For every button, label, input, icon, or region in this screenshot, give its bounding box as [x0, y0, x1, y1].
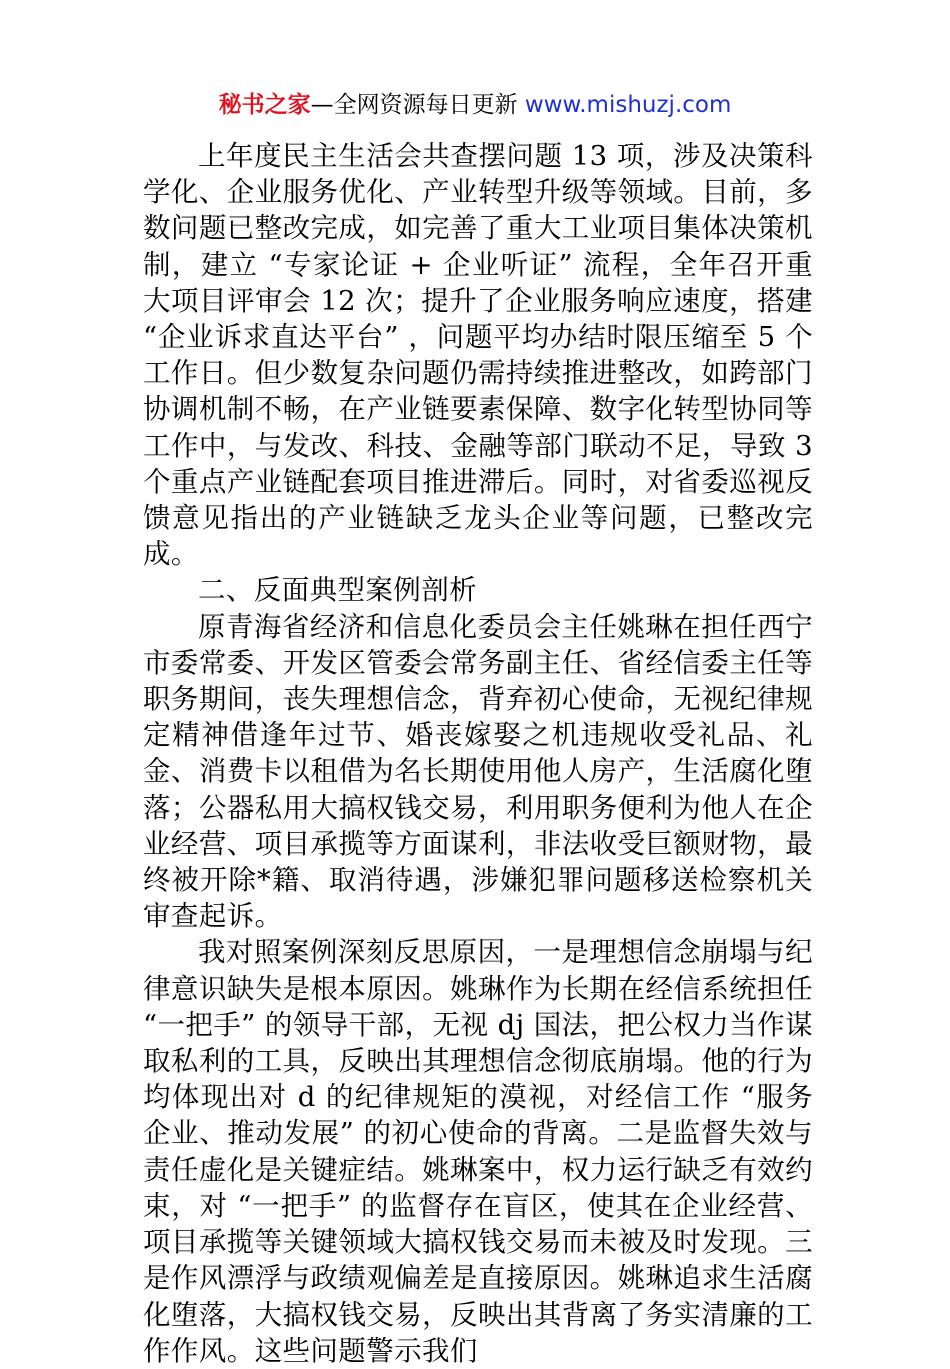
document-body [143, 138, 813, 1369]
paragraph-rectification: 上年度民主生活会共查摆问题 13 项，涉及决策科学化、企业服务优化、产业转型升级等领域。目前，多数问题已整改完成，如完善了重大工业项目集体决策机制，建立 “专家论证 + 企业听证” 流程，全年召开重大项目评审会 12 次；提升了企业服务响应速度，搭建 “企业诉求直达平台” ，问题平均办结时限压缩至 5 个工作日。但少数复杂问题仍需持续推进整改，如跨部门协调机制不畅，在产业链要素保障、数字化转型协同等工作中，与发改、科技、金融等部门联动不足，导致 3 个重点产业链配套项目推进滞后。同时，对省委巡视反馈意见指出的产业链缺乏龙头企业等问题，已整改完成。 [143, 140, 813, 571]
header-tagline: —全网资源每日更新 [310, 92, 518, 118]
section-heading: 二、反面典型案例剖析 [198, 574, 477, 607]
header-url[interactable]: www.mishuzj.com [524, 92, 732, 118]
paragraph-case: 原青海省经济和信息化委员会主任姚琳在担任西宁市委常委、开发区管委会常务副主任、省经信委主任等职务期间，丧失理想信念，背弃初心使命，无视纪律规定精神借逢年过节、婚丧嫁娶之机违规收受礼品、礼金、消费卡以租借为名长期使用他人房产，生活腐化堕落；公器私用大搞权钱交易，利用职务便利为他人在企业经营、项目承揽等方面谋利，非法收受巨额财物，最终被开除*籍、取消待遇，涉嫌犯罪问题移送检察机关审查起诉。 [143, 610, 813, 933]
brand-name: 秘书之家 [218, 92, 311, 118]
paragraph-reflection: 我对照案例深刻反思原因，一是理想信念崩塌与纪律意识缺失是根本原因。姚琳作为长期在经信系统担任 “一把手” 的领导干部，无视 dj 国法，把公权力当作谋取私利的工具，反映出其理想信念彻底崩塌。他的行为均体现出对 d 的纪律规矩的漠视，对经信工作 “服务企业、推动发展” 的初心使命的背离。二是监督失效与责任虚化是关键症结。姚琳案中，权力运行缺乏有效约束，对 “一把手” 的监督存在盲区，使其在企业经营、项目承揽等关键领域大搞权钱交易而未被及时发现。三是作风漂浮与政绩观偏差是直接原因。姚琳追求生活腐化堕落，大搞权钱交易，反映出其背离了务实清廉的工作作风。这些问题警示我们 [143, 936, 813, 1367]
site-header [0, 88, 950, 122]
